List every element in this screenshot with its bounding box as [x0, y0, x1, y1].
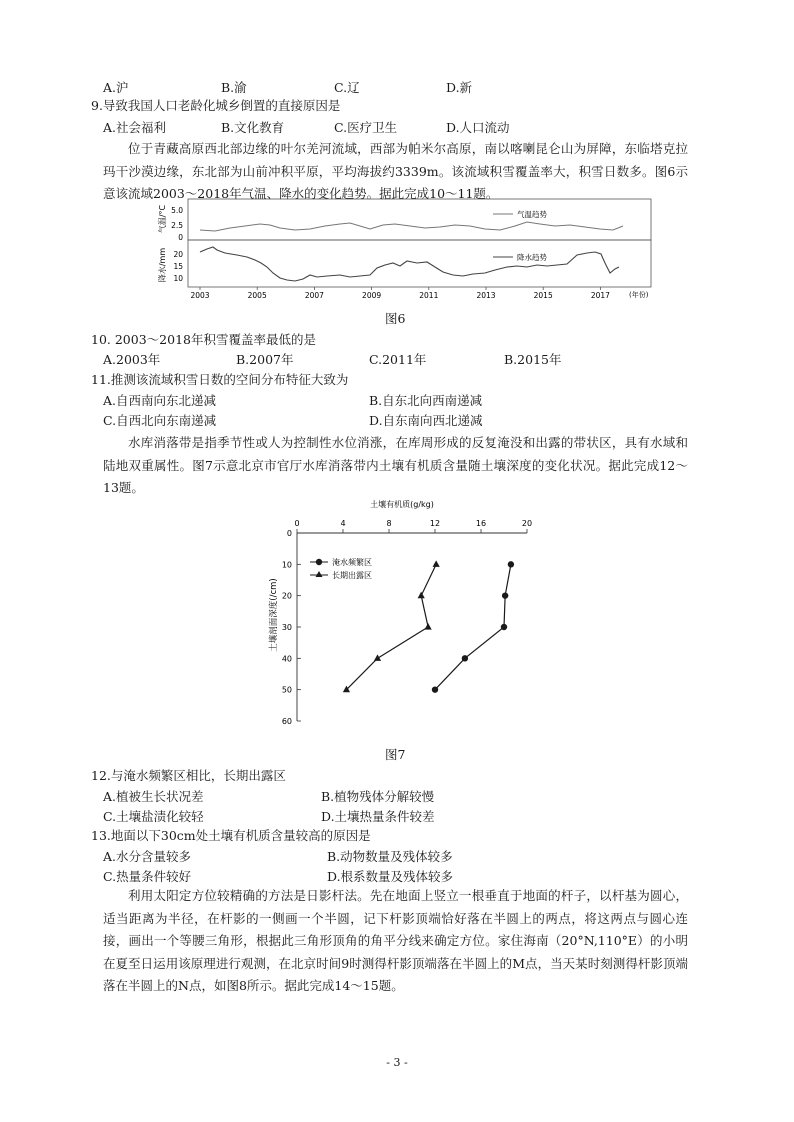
fig6-temp-axis-label: 气温/°C [158, 204, 167, 234]
q10-option-d: B.2015年 [504, 352, 562, 367]
fig7-point-flooded [508, 561, 514, 567]
fig7-point-flooded [502, 592, 508, 598]
fig7-x-tick-label: 12 [429, 519, 441, 528]
fig7-point-exposed [433, 560, 440, 567]
fig7-x-tick-label: 4 [340, 519, 346, 528]
fig7-x-tick-label: 8 [386, 519, 392, 528]
q13-option-d: D.根系数量及残体较多 [327, 869, 454, 884]
q9-option-a: A.社会福利 [103, 120, 167, 135]
q8-option-d: D.新 [446, 80, 473, 95]
q9-option-b: B.文化教育 [221, 120, 285, 135]
q13-option-c: C.热量条件较好 [103, 869, 192, 884]
fig7-legend-triangle-marker [316, 571, 323, 577]
page-number: - 3 - [386, 1056, 408, 1069]
fig7-x-tick-label: 0 [294, 519, 300, 528]
fig6-caption: 图6 [385, 311, 406, 326]
fig6-precip-frame [188, 240, 651, 287]
q11-option-b: B.自东北向西南递减 [369, 393, 483, 408]
q12-stem: 12.与淹水频繁区相比，长期出露区 [91, 768, 286, 783]
q9-option-c: C.医疗卫生 [334, 120, 398, 135]
q10-option-a: A.2003年 [103, 352, 161, 367]
fig6-precip-line [200, 247, 619, 281]
fig6-x-tick-label: 2013 [476, 291, 496, 300]
q12-option-a: A.植被生长状况差 [103, 789, 204, 804]
fig7-y-tick-label: 50 [281, 685, 292, 695]
passage-10-11: 位于青藏高原西北部边缘的叶尔羌河流域，西部为帕米尔高原，南以喀喇昆仑山为屏障，东临塔克拉玛干沙漠边缘，东北部为山前冲积平原，平均海拔约3339m。该流域积雪覆盖率大，积雪日数多。图6示意该流域2003～2018年气温、降水的变化趋势。据此完成10～11题。 [103, 141, 688, 201]
fig6-x-tick-label: 2007 [304, 291, 324, 300]
q12-option-d: D.土壤热量条件较差 [321, 809, 435, 824]
fig7-y-tick-label: 30 [281, 623, 292, 632]
fig6-precip-tick: 15 [173, 262, 183, 271]
fig7-point-exposed [418, 592, 425, 599]
q10-option-c: C.2011年 [369, 352, 427, 367]
q9-stem: 9.导致我国人口老龄化城乡倒置的直接原因是 [91, 98, 341, 113]
fig7-caption: 图7 [385, 747, 406, 762]
fig7-x-axis-label: 土壤有机质(g/kg) [370, 500, 434, 509]
q8-option-a: A.沪 [103, 80, 129, 95]
fig6-x-tick-label: 2005 [247, 291, 267, 300]
passage-14-15: 利用太阳定方位较精确的方法是日影杆法。先在地面上竖立一根垂直于地面的杆子，以杆基为圆心，适当距离为半径，在杆影的一侧画一个半圆，记下杆影顶端恰好落在半圆上的两点，将这两点与圆心连接，画出一个等腰三角形，根据此三角形顶角的角平分线来确定方位。家住海南（20°N,110°E）的小明在夏至日运用该原理进行观测，在北京时间9时测得杆影顶端落在半圆上的M点，当天某时刻测得杆影顶端落在半圆上的N点，如图8所示。据此完成14～15题。 [103, 888, 688, 993]
fig6-temp-legend: 气温趋势 [517, 210, 547, 219]
fig6-temp-tick: 2.5 [171, 221, 183, 230]
q12-option-c: C.土壤盐渍化较轻 [103, 809, 204, 824]
fig6-precip-tick: 20 [173, 250, 183, 259]
fig6-temp-tick: 5.0 [171, 206, 183, 215]
q13-stem: 13.地面以下30cm处土壤有机质含量较高的原因是 [91, 828, 371, 843]
fig7-y-axis-label: 土壤剖面深度(/cm) [269, 578, 279, 652]
fig7-point-flooded [501, 624, 507, 630]
figure-7 [262, 495, 542, 730]
figure-6 [155, 195, 655, 307]
q11-option-c: C.自西北向东南递减 [103, 413, 217, 428]
fig6-x-tick-label: 2017 [590, 291, 610, 300]
fig7-point-flooded [432, 686, 438, 692]
q10-stem: 10. 2003～2018年积雪覆盖率最低的是 [91, 332, 316, 347]
fig6-temp-tick: 0 [178, 233, 183, 242]
fig6-precip-tick: 10 [173, 274, 183, 283]
fig7-point-exposed [425, 623, 432, 630]
fig7-legend-exposed: 长期出露区 [332, 571, 372, 580]
fig6-x-tick-label: 2011 [419, 291, 439, 300]
fig7-series-exposed-line [346, 564, 436, 689]
fig6-temp-line [200, 222, 623, 231]
q11-stem: 11.推测该流域积雪日数的空间分布特征大致为 [91, 372, 349, 387]
q10-option-b: B.2007年 [236, 352, 294, 367]
fig7-y-tick-label: 0 [286, 529, 292, 538]
fig7-legend-flooded: 淹水频繁区 [332, 558, 372, 567]
fig6-temp-frame [188, 199, 651, 240]
fig7-y-tick-label: 40 [281, 654, 292, 664]
q8-option-b: B.渝 [221, 80, 247, 95]
fig6-precip-legend: 降水趋势 [517, 253, 547, 262]
fig7-x-tick-label: 20 [521, 519, 533, 528]
fig6-x-unit: (年份) [629, 291, 649, 299]
fig7-series-flooded-line [435, 564, 511, 689]
fig7-x-tick-label: 16 [475, 519, 487, 528]
fig6-x-tick-label: 2015 [533, 291, 553, 300]
q8-option-c: C.辽 [334, 80, 360, 95]
q11-option-d: D.自东南向西北递减 [369, 413, 483, 428]
q11-option-a: A.自西南向东北递减 [103, 393, 217, 408]
fig7-y-tick-label: 60 [281, 717, 292, 726]
q9-option-d: D.人口流动 [446, 120, 510, 135]
fig6-x-tick-label: 2009 [362, 291, 382, 300]
q13-option-a: A.水分含量较多 [103, 849, 192, 864]
q13-option-b: B.动物数量及残体较多 [327, 849, 453, 864]
fig7-point-flooded [462, 655, 468, 661]
passage-12-13: 水库消落带是指季节性或人为控制性水位消涨，在库周形成的反复淹没和出露的带状区，具有水域和陆地双重属性。图7示意北京市官厅水库消落带内土壤有机质含量随土壤深度的变化状况。据此完成12～13题。 [103, 435, 688, 495]
fig6-x-tick-label: 2003 [190, 291, 210, 300]
fig7-y-tick-label: 20 [281, 591, 292, 601]
fig7-y-tick-label: 10 [281, 560, 292, 570]
fig7-point-exposed [374, 654, 381, 661]
q12-option-b: B.植物残体分解较慢 [321, 789, 435, 804]
fig6-precip-axis-label: 降水/mm [158, 247, 167, 283]
